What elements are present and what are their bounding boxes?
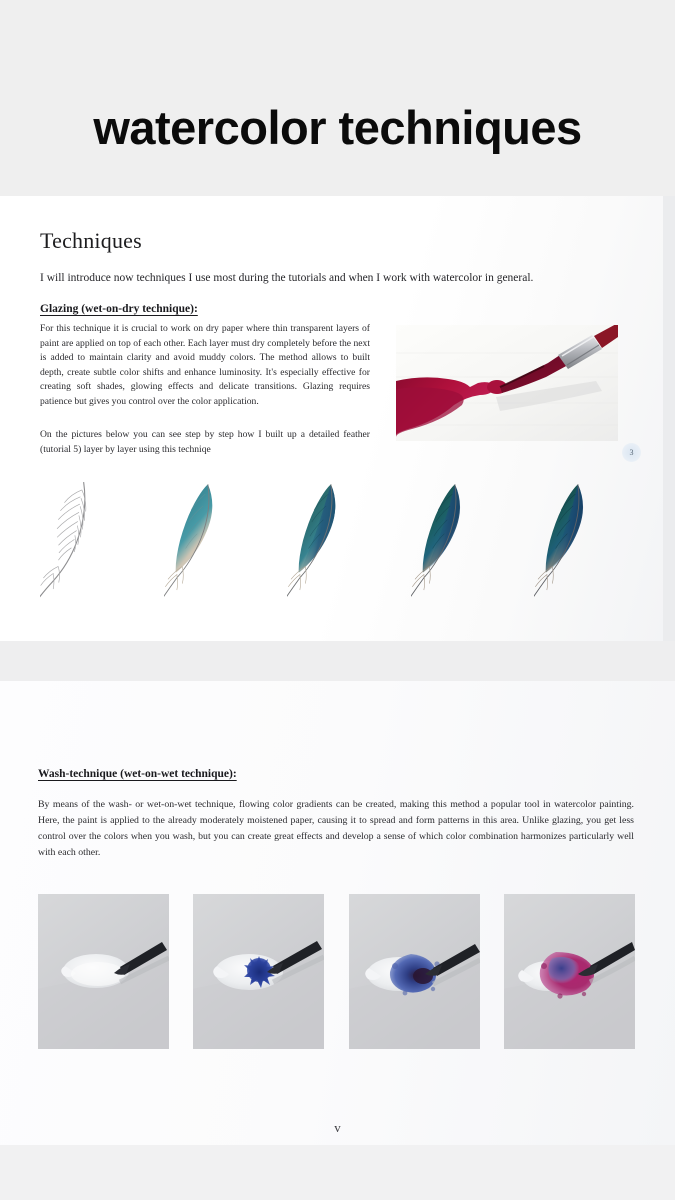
wash-step-4-magenta-blended	[504, 894, 635, 1049]
wash-step-3-blue-spreading	[349, 894, 480, 1049]
feather-step-2-first-teal-wash	[164, 468, 270, 598]
app-header-band	[0, 0, 675, 196]
intro-paragraph: I will introduce now techniques I use most during the tutorials and when I work with watercolor in general.	[40, 272, 534, 284]
glazing-paragraph: For this technique it is crucial to work on dry paper where thin transparent layers of paint are applied on top of each other. Each layer must dry completely before the next is added to maintain clarity and avoid muddy colors. The method allows to built depth, create subtle color shifts and enhance luminosity. It's especially effective for creating soft shades, glowing effects and delicate transitions. Glazing requires patience but gives you control over the color application.	[40, 323, 370, 407]
page-scroll-marker[interactable]: v	[334, 1120, 341, 1135]
feather-step-1-pencil-sketch	[40, 468, 146, 598]
wash-paragraph: By means of the wash- or wet-on-wet technique, flowing color gradients can be created, making this method a popular tool in watercolor painting. Here, the paint is applied to the already moderately moistened paper, causing it to spread and form patterns in this area. Unlike glazing, you get less control over the colors when you wash, but you can create great effects and develop a sense of which color combination harmonizes particularly well with each other.	[38, 799, 634, 858]
subheading-glazing: Glazing (wet-on-dry technique):	[40, 303, 198, 315]
subheading-wash-technique: Wash-technique (wet-on-wet technique):	[38, 768, 237, 780]
page-number-badge: 3	[622, 443, 641, 462]
feather-step-row	[40, 468, 640, 598]
document-page-one	[0, 196, 663, 641]
wash-step-1-water-drop	[38, 894, 169, 1049]
page-gap-band	[0, 641, 675, 681]
bottom-band	[0, 1145, 675, 1200]
page-title: watercolor techniques	[93, 101, 582, 154]
document-page-two	[0, 681, 675, 1145]
wash-step-row	[38, 894, 635, 1049]
feather-step-5-final-detail	[534, 468, 640, 598]
page-right-edge-strip	[663, 196, 675, 641]
wash-step-2-blue-pigment-dropped	[193, 894, 324, 1049]
glazing-caption: On the pictures below you can see step by step how I built up a detailed feather (tutorial 5) layer by layer using this techniqe	[40, 429, 370, 455]
feather-step-4-deep-blue-layer	[411, 468, 517, 598]
glazing-photo	[396, 325, 618, 441]
brush-crimson-paint-illustration	[396, 325, 618, 441]
feather-step-3-second-layer	[287, 468, 393, 598]
section-heading-techniques: Techniques	[40, 228, 142, 253]
